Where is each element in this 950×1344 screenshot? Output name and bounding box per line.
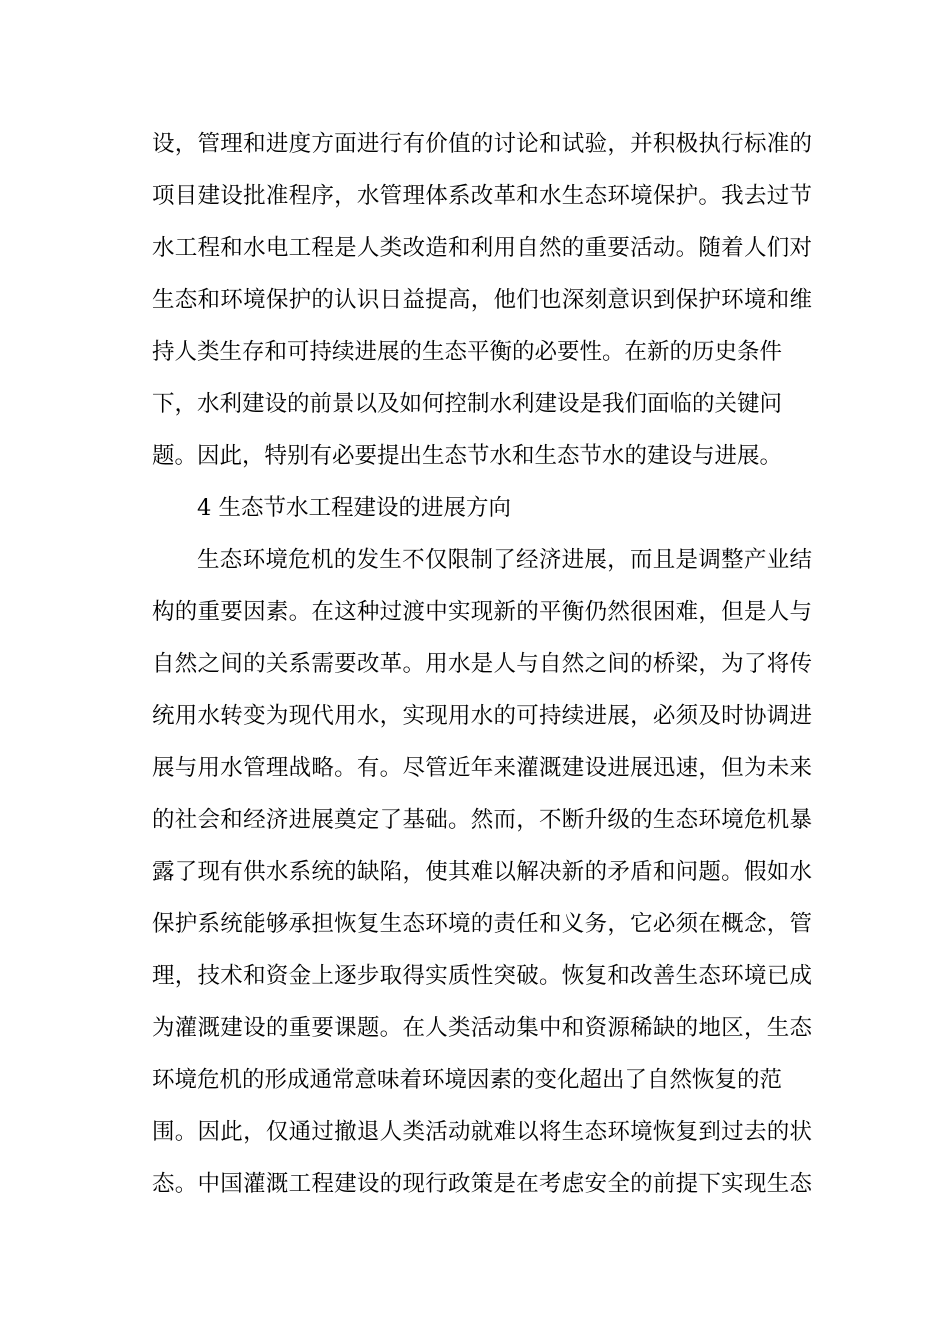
text-line: 围。因此，仅通过撤退人类活动就难以将生态环境恢复到过去的状	[152, 1119, 812, 1145]
body-text	[152, 118, 812, 1210]
text-line: 下，水利建设的前景以及如何控制水利建设是我们面临的关键问	[152, 391, 783, 417]
text-line: 理，技术和资金上逐步取得实质性突破。恢复和改善生态环境已成	[152, 963, 812, 989]
text-line: 题。因此，特别有必要提出生态节水和生态节水的建设与进展。	[152, 443, 783, 469]
text-line: 项目建设批准程序，水管理体系改革和水生态环境保护。我去过节	[152, 183, 812, 209]
text-line: 环境危机的形成通常意味着环境因素的变化超出了自然恢复的范	[152, 1067, 783, 1093]
text-line: 统用水转变为现代用水，实现用水的可持续进展，必须及时协调进	[152, 703, 812, 729]
text-line: 构的重要因素。在这种过渡中实现新的平衡仍然很困难，但是人与	[152, 599, 812, 625]
text-line: 设，管理和进度方面进行有价值的讨论和试验，并积极执行标准的	[152, 131, 812, 157]
text-line: 为灌溉建设的重要课题。在人类活动集中和资源稀缺的地区，生态	[152, 1015, 812, 1041]
text-line: 持人类生存和可持续进展的生态平衡的必要性。在新的历史条件	[152, 339, 783, 365]
text-line: 展与用水管理战略。有。尽管近年来灌溉建设进展迅速，但为未来	[152, 755, 812, 781]
text-line: 生态环境危机的发生不仅限制了经济进展，而且是调整产业结	[197, 547, 812, 573]
text-line: 露了现有供水系统的缺陷，使其难以解决新的矛盾和问题。假如水	[152, 859, 812, 885]
text-line: 的社会和经济进展奠定了基础。然而，不断升级的生态环境危机暴	[152, 807, 812, 833]
text-line: 生态和环境保护的认识日益提高，他们也深刻意识到保护环境和维	[152, 287, 812, 313]
text-line: 态。中国灌溉工程建设的现行政策是在考虑安全的前提下实现生态	[152, 1171, 812, 1197]
text-line: 水工程和水电工程是人类改造和利用自然的重要活动。随着人们对	[152, 235, 812, 261]
text-line: 自然之间的关系需要改革。用水是人与自然之间的桥梁，为了将传	[152, 651, 812, 677]
section-heading: 4 生态节水工程建设的进展方向	[197, 495, 511, 521]
text-line: 保护系统能够承担恢复生态环境的责任和义务，它必须在概念，管	[152, 911, 812, 937]
